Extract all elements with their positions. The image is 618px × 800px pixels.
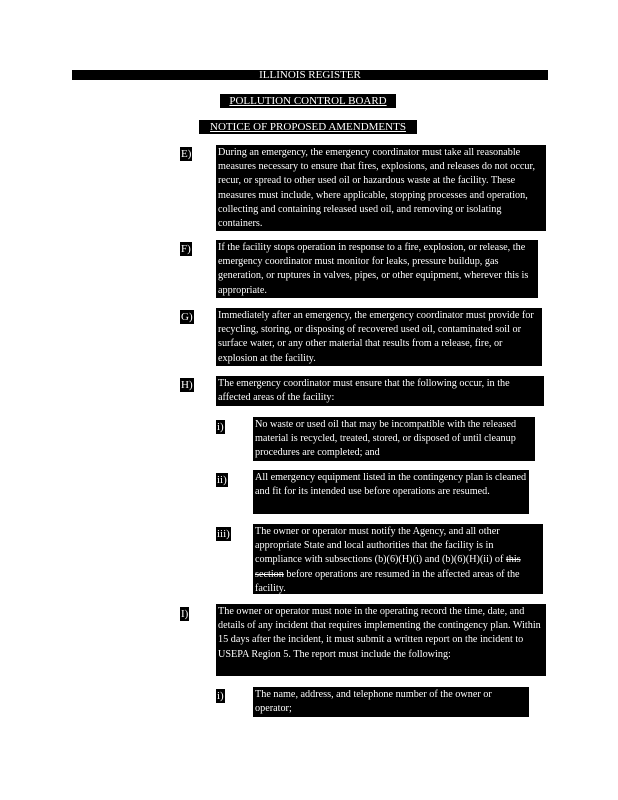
item-i-i-label: i) (217, 690, 224, 702)
register-title: ILLINOIS REGISTER (259, 69, 361, 81)
item-e-text: During an emergency, the emergency coordinator must take all reasonable measures necessary to ensure that fires, explosions, and releases do not occur, recur, or spread to other used oil or hazardous waste at the facility. These measures must include, where applicable, stopping processes and operation, collecting and containing released used oil, and removing or isolating containers. (216, 145, 546, 231)
item-h-iii-text (253, 524, 543, 594)
item-h-iii-strike: this section (255, 554, 521, 580)
item-h-ii-label: ii) (217, 474, 227, 486)
item-i-text: The owner or operator must note in the operating record the time, date, and details of any incident that requires implementing the contingency plan. Within 15 days after the incident, it must submit a written report on the incident to USEPA Region 5. The report must include the following: (216, 604, 546, 676)
item-h-iii-text-b: before operations are resumed in the affected areas of the facility. (255, 568, 520, 594)
item-f-text: If the facility stops operation in response to a fire, explosion, or release, the emergency coordinator must monitor for leaks, pressure buildup, gas generation, or ruptures in valves, pipes, or other equipment, wherever this is appropriate. (216, 240, 538, 298)
item-g-text: Immediately after an emergency, the emergency coordinator must provide for recycling, storing, or disposing of recovered used oil, contaminated soil or surface water, or any other material that results from a release, fire, or explosion at the facility. (216, 308, 542, 366)
item-h-i-label: i) (217, 421, 224, 433)
item-i-i-text: The name, address, and telephone number of the owner or operator; (253, 687, 529, 717)
item-h-text: The emergency coordinator must ensure that the following occur, in the affected areas of the facility: (216, 376, 544, 406)
item-g-label: G) (181, 311, 193, 323)
item-h-ii-text: All emergency equipment listed in the contingency plan is cleaned and fit for its intended use before operations are resumed. (253, 470, 529, 514)
notice-title: NOTICE OF PROPOSED AMENDMENTS (199, 120, 417, 134)
item-e-label: E) (181, 148, 192, 160)
agency-title: POLLUTION CONTROL BOARD (220, 94, 396, 108)
item-h-iii-label: iii) (217, 528, 230, 540)
item-h-i-text: No waste or used oil that may be incompatible with the released material is recycled, treated, stored, or disposed of until cleanup procedures are completed; and (253, 417, 535, 461)
item-h-label: H) (181, 379, 193, 391)
item-f-label: F) (181, 243, 191, 255)
item-h-iii-text-a: The owner or operator must notify the Agency, and all other appropriate State and local authorities that the facility is in compliance with subsections (b)(6)(H)(i) and (b)(6)(H)(ii) of (255, 526, 504, 566)
item-i-label: I) (181, 608, 189, 620)
